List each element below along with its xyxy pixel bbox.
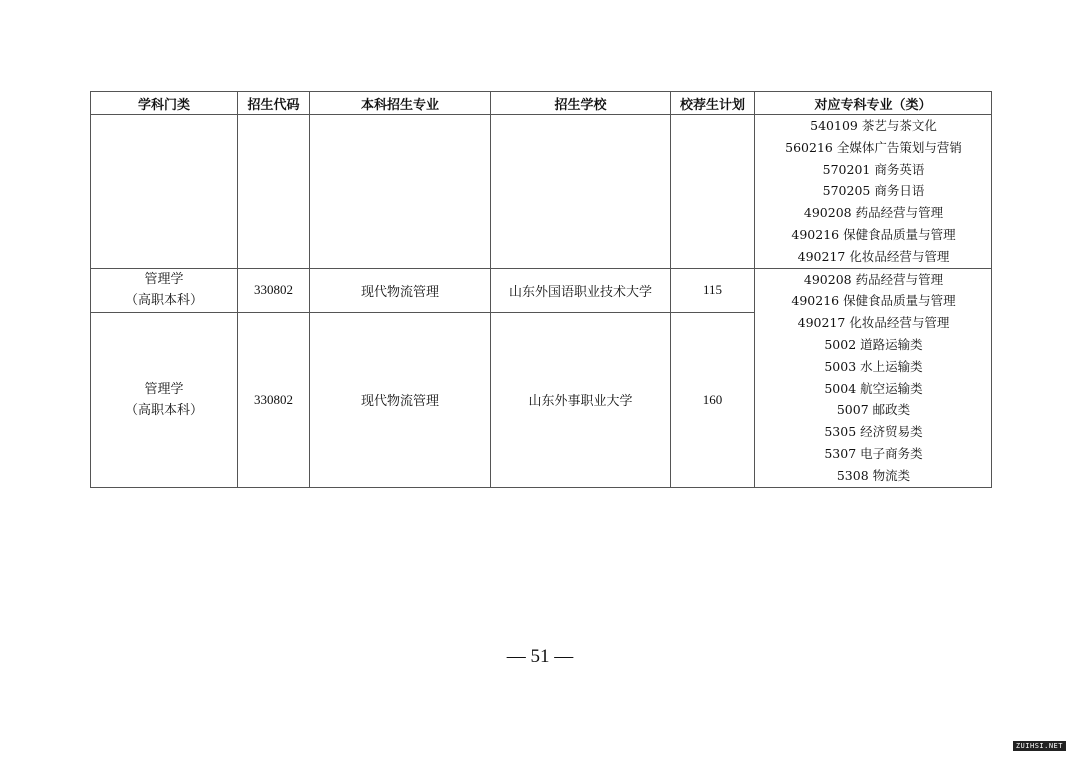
specialty-item: 490216 保健食品质量与管理 — [791, 293, 956, 309]
specialty-item: 5007 邮政类 — [836, 402, 911, 418]
cell-plan: 115 — [671, 268, 755, 312]
specialty-item: 5305 经济贸易类 — [824, 424, 923, 440]
cell-empty — [671, 115, 755, 269]
specialty-item: 560216 全媒体广告策划与营销 — [785, 139, 962, 155]
cell-plan: 160 — [671, 312, 755, 487]
cell-major: 现代物流管理 — [310, 312, 491, 487]
specialty-item: 5002 道路运输类 — [824, 336, 923, 352]
header-code: 招生代码 — [238, 92, 310, 115]
header-school: 招生学校 — [491, 92, 671, 115]
category-name: 管理学 — [144, 381, 184, 397]
specialty-item: 5004 航空运输类 — [824, 380, 923, 396]
specialty-item: 490208 药品经营与管理 — [803, 205, 944, 221]
specialty-item: 570205 商务日语 — [822, 183, 925, 199]
cell-school: 山东外国语职业技术大学 — [491, 268, 671, 312]
specialty-list — [755, 115, 992, 269]
category-name: 管理学 — [144, 272, 184, 288]
cell-code: 330802 — [238, 268, 310, 312]
specialty-item: 5308 物流类 — [836, 467, 911, 483]
specialty-item: 490216 保健食品质量与管理 — [791, 226, 956, 242]
cell-category — [91, 268, 238, 312]
cell-school: 山东外事职业大学 — [491, 312, 671, 487]
category-note: （高职本科） — [124, 293, 203, 309]
specialty-item: 490217 化妆品经营与管理 — [797, 248, 950, 264]
specialty-list — [755, 268, 992, 487]
table-header-row — [91, 92, 992, 115]
specialty-item: 540109 茶艺与茶文化 — [810, 118, 937, 133]
watermark: ZUIHSI.NET — [1013, 741, 1066, 751]
header-plan: 校荐生计划 — [671, 92, 755, 115]
cell-empty — [238, 115, 310, 269]
specialty-item: 490208 药品经营与管理 — [803, 271, 944, 287]
cell-major: 现代物流管理 — [310, 268, 491, 312]
header-major: 本科招生专业 — [310, 92, 491, 115]
specialty-item: 490217 化妆品经营与管理 — [797, 315, 950, 331]
header-specialty: 对应专科专业（类） — [755, 92, 992, 115]
table-row-continuation — [91, 115, 992, 269]
cell-empty — [491, 115, 671, 269]
cell-empty — [310, 115, 491, 269]
header-category: 学科门类 — [91, 92, 238, 115]
page-number: — 51 — — [506, 646, 574, 667]
cell-category — [91, 312, 238, 487]
category-note: （高职本科） — [124, 402, 203, 418]
table-row — [91, 268, 992, 312]
specialty-item: 5307 电子商务类 — [824, 445, 923, 461]
cell-empty — [91, 115, 238, 269]
specialty-item: 570201 商务英语 — [822, 161, 925, 177]
specialty-item: 5003 水上运输类 — [824, 358, 923, 374]
cell-code: 330802 — [238, 312, 310, 487]
enrollment-table — [90, 91, 992, 488]
